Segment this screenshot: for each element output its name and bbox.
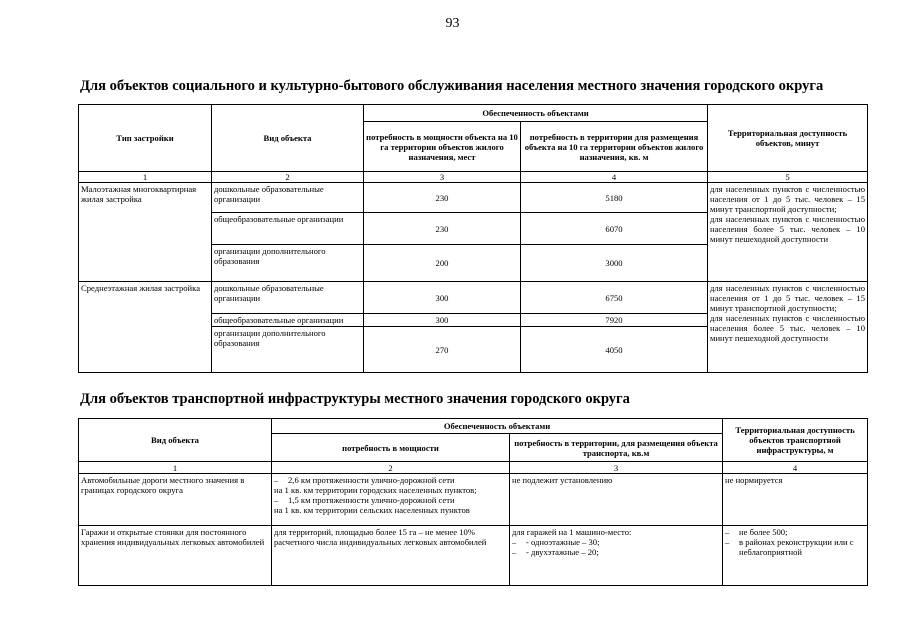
object-cell: общеобразовательные организации [212,213,364,245]
dash-mark: – [274,475,279,485]
area-cell: не подлежит установлению [510,474,723,526]
social-services-table [78,104,868,373]
area-cell [510,526,723,586]
list-item [512,537,720,547]
col-number: 3 [364,172,521,183]
object-cell: общеобразовательные организации [212,314,364,327]
object-cell: дошкольные образовательные организации [212,183,364,213]
list-item [274,475,507,485]
col-number: 3 [510,462,723,474]
object-cell: организации дополнительного образования [212,245,364,282]
access-line: в районах реконструкции или с неблагоприятной [739,537,854,557]
capacity-cell: 230 [364,213,521,245]
table-row [79,526,868,586]
table-row [79,474,868,526]
header-capacity: потребность в мощности объекта на 10 га территории объектов жилого назначения, мест [364,122,521,172]
object-cell: Автомобильные дороги местного значения в границах городского округа [79,474,272,526]
area-line: - двухэтажные – 20; [526,547,599,557]
list-item [725,537,865,557]
capacity-cell: для территорий, площадью более 15 га – не менее 10% расчетного числа индивидуальных легковых автомобилей [272,526,510,586]
building-type-cell: Малоэтажная многоквартирная жилая застройка [79,183,212,282]
section-title-transport: Для объектов транспортной инфраструктуры местного значения городского округа [80,391,630,407]
object-cell: организации дополнительного образования [212,327,364,373]
header-area: потребность в территории для размещения объекта на 10 га территории объектов жилого назначения, кв. м [521,122,708,172]
header-object: Вид объекта [212,105,364,172]
access-cell: для населенных пунктов с численностью населения от 1 до 5 тыс. человек – 15 минут транспортной доступности; для населенных пунктов с численностью населения более 5 тыс. человек – 10 минут пешеходной доступности [708,282,868,373]
col-number: 1 [79,172,212,183]
area-cell: 6070 [521,213,708,245]
col-number: 2 [212,172,364,183]
capacity-cell: 230 [364,183,521,213]
area-cell: 5180 [521,183,708,213]
area-intro: для гаражей на 1 машино-место: [512,527,632,537]
object-cell: дошкольные образовательные организации [212,282,364,314]
list-item [512,547,720,557]
building-type-cell: Среднеэтажная жилая застройка [79,282,212,373]
dash-mark: – [725,537,730,547]
access-cell: для населенных пунктов с численностью населения от 1 до 5 тыс. человек – 15 минут транспортной доступности; для населенных пунктов с численностью населения более 5 тыс. человек – 10 минут пешеходной доступности [708,183,868,282]
header-access: Территориальная доступность объектов, минут [708,105,868,172]
header-provision: Обеспеченность объектами [272,419,723,434]
access-cell [723,526,868,586]
col-number: 1 [79,462,272,474]
header-area: потребность в территории, для размещения объекта транспорта, кв.м [510,434,723,462]
capacity-line: на 1 кв. км территории сельских населенных пунктов [274,505,470,515]
capacity-cell: 270 [364,327,521,373]
area-cell: 3000 [521,245,708,282]
dash-mark: – [512,547,517,557]
area-cell: 6750 [521,282,708,314]
section-title-social: Для объектов социального и культурно-бытового обслуживания населения местного значения городского округа [80,78,824,94]
header-object: Вид объекта [79,419,272,462]
col-number: 4 [521,172,708,183]
capacity-line: 2,6 км протяженности улично-дорожной сети [288,475,455,485]
header-type: Тип застройки [79,105,212,172]
col-number: 5 [708,172,868,183]
header-access: Территориальная доступность объектов транспортной инфраструктуры, м [723,419,868,462]
object-cell: Гаражи и открытые стоянки для постоянного хранения индивидуальных легковых автомобилей [79,526,272,586]
col-number: 2 [272,462,510,474]
capacity-cell: 300 [364,282,521,314]
access-line: не более 500; [739,527,788,537]
capacity-line: 1,5 км протяженности улично-дорожной сети [288,495,455,505]
area-cell: 4050 [521,327,708,373]
list-item [274,495,507,505]
dash-mark: – [274,495,279,505]
access-cell: не нормируется [723,474,868,526]
header-capacity: потребность в мощности [272,434,510,462]
dash-mark: – [512,537,517,547]
capacity-cell: 200 [364,245,521,282]
table-row [79,183,868,213]
capacity-line: на 1 кв. км территории городских населенных пунктов; [274,485,477,495]
table-row [79,282,868,314]
capacity-cell [272,474,510,526]
list-item [725,527,865,537]
area-cell: 7920 [521,314,708,327]
dash-mark: – [725,527,730,537]
capacity-cell: 300 [364,314,521,327]
header-provision: Обеспеченность объектами [364,105,708,122]
page-number: 93 [445,16,460,31]
transport-table [78,418,868,586]
col-number: 4 [723,462,868,474]
area-line: - одноэтажные – 30; [526,537,600,547]
